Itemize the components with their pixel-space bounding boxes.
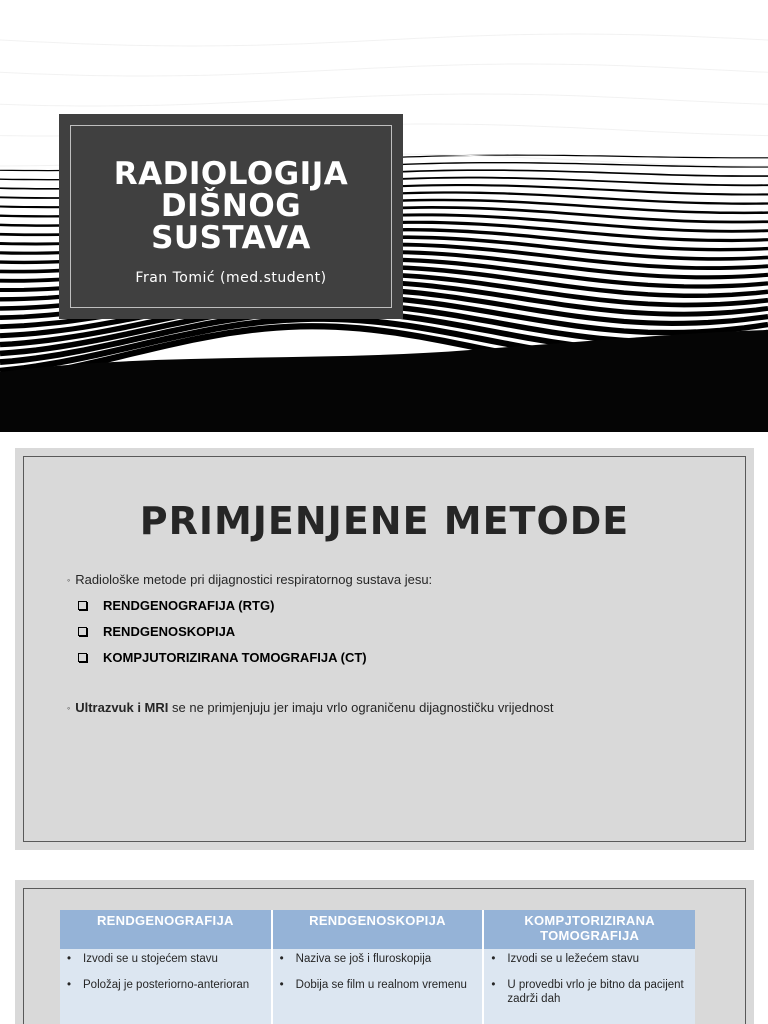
method-item — [78, 598, 274, 613]
methods-comparison-table — [60, 910, 695, 1024]
title-line: RADIOLOGIJA — [113, 156, 349, 192]
title-box — [59, 114, 403, 319]
intro-text: Radiološke metode pri dijagnostici respiratornog sustava jesu: — [75, 572, 433, 587]
slide-frame — [23, 456, 746, 842]
circle-bullet-icon: ◦ — [67, 703, 71, 713]
column-header: RENDGENOSKOPIJA — [272, 910, 484, 949]
column-header: RENDGENOGRAFIJA — [60, 910, 272, 949]
list-item: • Položaj je posteriorno-anterioran — [66, 978, 265, 992]
bullet-list — [490, 952, 689, 1006]
intro-bullet — [67, 572, 432, 587]
table-cell — [272, 949, 484, 1024]
title-line: DIŠNOG — [160, 188, 302, 224]
checkbox-bullet-icon — [78, 601, 87, 610]
table-row — [60, 949, 695, 1024]
table-header-row — [60, 910, 695, 949]
bullet-list — [279, 952, 477, 992]
title-slide — [0, 0, 768, 432]
table-cell — [483, 949, 695, 1024]
title-line: SUSTAVA — [151, 220, 311, 256]
list-item: • U provedbi vrlo je bitno da pacijent zadrži dah — [490, 978, 689, 1006]
method-label: RENDGENOSKOPIJA — [103, 624, 236, 639]
note-bold-text: Ultrazvuk i MRI — [75, 700, 169, 715]
list-item: • Izvodi se u stojećem stavu — [66, 952, 265, 966]
methods-slide — [15, 448, 754, 850]
method-label: RENDGENOGRAFIJA (RTG) — [103, 598, 275, 613]
table-cell — [60, 949, 272, 1024]
list-item: • Izvodi se u ležećem stavu — [490, 952, 689, 966]
comparison-slide — [15, 880, 754, 1024]
column-header: KOMPJTORIZIRANA TOMOGRAFIJA — [483, 910, 695, 949]
method-label: KOMPJUTORIZIRANA TOMOGRAFIJA (CT) — [103, 650, 367, 665]
circle-bullet-icon: ◦ — [67, 575, 71, 585]
checkbox-bullet-icon — [78, 653, 87, 662]
list-item: • Dobija se film u realnom vremenu — [279, 978, 477, 992]
checkbox-bullet-icon — [78, 627, 87, 636]
list-item: • Naziva se još i fluroskopija — [279, 952, 477, 966]
bullet-list — [66, 952, 265, 992]
note-text: se ne primjenjuju jer imaju vrlo ograničenu dijagnostičku vrijednost — [168, 700, 554, 715]
presentation-title — [71, 158, 391, 254]
presentation-subtitle: Fran Tomić (med.student) — [135, 270, 327, 286]
method-item — [78, 624, 235, 639]
slide-title: PRIMJENJENE METODE — [139, 499, 630, 543]
method-item — [78, 650, 367, 665]
note-bullet — [67, 700, 554, 715]
title-box-frame — [70, 125, 392, 308]
